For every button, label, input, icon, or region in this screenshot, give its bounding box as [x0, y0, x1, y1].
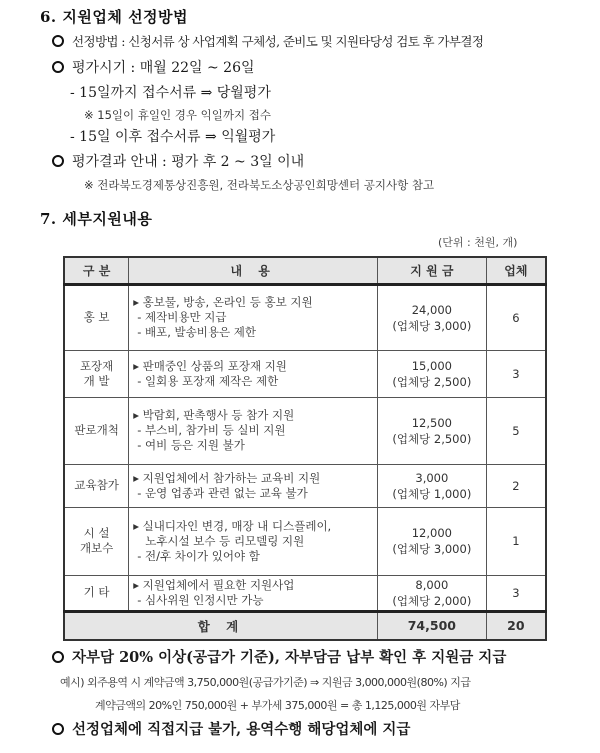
table-row [64, 397, 546, 464]
total-label: 합 계 [64, 611, 378, 640]
header-category: 구 분 [64, 257, 129, 284]
selection-method-item [52, 32, 483, 50]
direct-payment-item [52, 718, 410, 739]
section-7-title: 7. 세부지원내용 [40, 210, 153, 228]
circle-bullet-icon [52, 651, 64, 663]
header-count: 업체 [486, 257, 546, 284]
row-count: 6 [486, 284, 546, 350]
table-row [64, 575, 546, 611]
row-category: 교육참가 [64, 464, 129, 507]
circle-bullet-icon [52, 155, 64, 167]
header-content: 내 용 [129, 257, 378, 284]
total-count: 20 [486, 611, 546, 640]
row-category: 포장재 개 발 [64, 350, 129, 397]
row-amount: 12,500 (업체당 2,500) [378, 397, 487, 464]
holiday-note: ※ 15일이 휴일인 경우 익일까지 접수 [84, 108, 271, 122]
row-category: 시 설 개보수 [64, 507, 129, 575]
evaluation-period-text: 평가시기 : 매월 22일 ~ 26일 [72, 60, 255, 76]
table-row [64, 464, 546, 507]
row-category: 홍 보 [64, 284, 129, 350]
total-amount: 74,500 [378, 611, 487, 640]
table-row [64, 284, 546, 350]
row-category: 기 타 [64, 575, 129, 611]
row-content: ▸ 홍보물, 방송, 온라인 등 홍보 지원 - 제작비용만 지급 - 배포, 발송비용은 제한 [129, 284, 378, 350]
row-count: 2 [486, 464, 546, 507]
table-row [64, 350, 546, 397]
direct-payment-text: 선정업체에 직접지급 불가, 용역수행 해당업체에 지급 [72, 721, 411, 738]
row-amount: 15,000 (업체당 2,500) [378, 350, 487, 397]
row-category: 판로개척 [64, 397, 129, 464]
header-amount: 지 원 금 [378, 257, 487, 284]
row-content: ▸ 박람회, 판촉행사 등 참가 지원 - 부스비, 참가비 등 실비 지원 - 여비 등은 지원 불가 [129, 397, 378, 464]
row-amount: 12,000 (업체당 3,000) [378, 507, 487, 575]
circle-bullet-icon [52, 35, 64, 47]
evaluation-period-item [52, 57, 255, 77]
after-15th-line: - 15일 이후 접수서류 ⇒ 익월평가 [70, 129, 276, 145]
evaluation-result-item [52, 151, 304, 171]
row-count: 3 [486, 350, 546, 397]
row-content: ▸ 지원업체에서 참가하는 교육비 지원 - 운영 업종과 관련 없는 교육 불가 [129, 464, 378, 507]
row-count: 3 [486, 575, 546, 611]
self-payment-text: 자부담 20% 이상(공급가 기준), 자부담금 납부 확인 후 지원금 지급 [72, 649, 507, 666]
self-payment-item [52, 646, 506, 667]
evaluation-result-text: 평가결과 안내 : 평가 후 2 ~ 3일 이내 [72, 154, 305, 170]
example-line-1: 예시) 외주용역 시 계약금액 3,750,000원(공급가기준) ⇒ 지원금 3,000,000원(80%) 지급 [60, 676, 471, 689]
notice-reference-note: ※ 전라북도경제통상진흥원, 전라북도소상공인희망센터 공지사항 참고 [84, 178, 435, 192]
row-amount: 8,000 (업체당 2,000) [378, 575, 487, 611]
support-details-table [63, 256, 547, 641]
selection-method-text: 선정방법 : 신청서류 상 사업계획 구체성, 준비도 및 지원타당성 검토 후 가부결정 [72, 34, 484, 49]
row-count: 1 [486, 507, 546, 575]
row-content: ▸ 실내디자인 변경, 매장 내 디스플레이, 노후시설 보수 등 리모델링 지원 - 전/후 차이가 있어야 함 [129, 507, 378, 575]
table-row [64, 507, 546, 575]
circle-bullet-icon [52, 723, 64, 735]
row-content: ▸ 지원업체에서 필요한 지원사업 - 심사위원 인정시만 가능 [129, 575, 378, 611]
example-line-2: 계약금액의 20%인 750,000원 + 부가세 375,000원 = 총 1,125,000원 자부담 [95, 699, 460, 712]
table-total-row [64, 611, 546, 640]
circle-bullet-icon [52, 61, 64, 73]
section-6-title: 6. 지원업체 선정방법 [40, 8, 189, 26]
row-amount: 24,000 (업체당 3,000) [378, 284, 487, 350]
before-15th-line: - 15일까지 접수서류 ⇒ 당월평가 [70, 85, 271, 101]
row-amount: 3,000 (업체당 1,000) [378, 464, 487, 507]
unit-label: (단위 : 천원, 개) [438, 236, 518, 249]
row-count: 5 [486, 397, 546, 464]
row-content: ▸ 판매중인 상품의 포장재 지원 - 일회용 포장재 제작은 제한 [129, 350, 378, 397]
table-header-row [64, 257, 546, 284]
